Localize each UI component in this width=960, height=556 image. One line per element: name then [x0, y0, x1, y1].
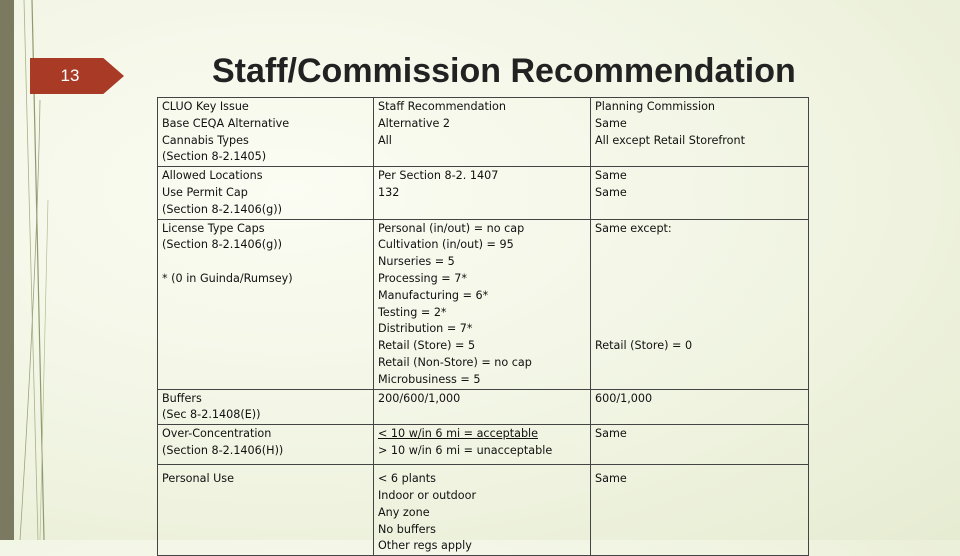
cell-line: Per Section 8-2. 1407: [378, 169, 499, 183]
cell-line: Retail (Store) = 5: [378, 339, 476, 353]
cell-line: Nurseries = 5: [378, 255, 455, 269]
spacer: [595, 321, 804, 338]
cell-line: 600/1,000: [595, 391, 653, 405]
cell-line: License Type Caps: [162, 221, 265, 235]
cell-line: All: [378, 133, 392, 147]
cell-line: Manufacturing = 6*: [378, 288, 489, 302]
cell-line: Testing = 2*: [378, 305, 447, 319]
slide-title: Staff/Commission Recommendation: [212, 52, 796, 90]
cell-line: < 6 plants: [378, 472, 436, 486]
cell-line: Personal Use: [162, 472, 235, 486]
cell-line: Staff Recommendation: [378, 100, 506, 113]
cell-line: Cultivation (in/out) = 95: [378, 238, 514, 252]
table-row: [158, 98, 809, 167]
cell-line: Same: [595, 169, 627, 183]
left-accent-bar: [0, 0, 14, 540]
spacer: [595, 237, 804, 254]
spacer: [595, 254, 804, 271]
issue-cell: [158, 219, 374, 389]
staff-cell: [374, 219, 591, 389]
commission-cell: [591, 167, 809, 219]
commission-cell: [591, 389, 809, 425]
issue-cell: [158, 167, 374, 219]
cell-line: Same: [595, 427, 627, 441]
cell-line: 132: [378, 185, 400, 199]
cell-line: 200/600/1,000: [378, 391, 461, 405]
cell-line: Any zone: [378, 505, 430, 519]
commission-cell: [591, 465, 809, 556]
issue-cell: [158, 389, 374, 425]
cell-line: Personal (in/out) = no cap: [378, 221, 525, 235]
table-row: [158, 219, 809, 389]
commission-cell: [591, 425, 809, 465]
cell-line: (Section 8-2.1405): [162, 150, 267, 164]
table-row: [158, 465, 809, 556]
slide-number: 13: [60, 66, 80, 85]
cell-line: Use Permit Cap: [162, 185, 248, 199]
spacer: [595, 288, 804, 305]
commission-cell: [591, 98, 809, 167]
cell-line: Same: [595, 185, 627, 199]
cell-line: Processing = 7*: [378, 271, 467, 285]
cell-line: (Section 8-2.1406(g)): [162, 238, 282, 252]
cell-line: Allowed Locations: [162, 169, 263, 183]
staff-cell: [374, 389, 591, 425]
cell-line: * (0 in Guinda/Rumsey): [162, 271, 293, 285]
cell-line: Same except:: [595, 221, 672, 235]
cell-line: > 10 w/in 6 mi = unacceptable: [378, 443, 553, 457]
cell-line: (Section 8-2.1406(g)): [162, 202, 282, 216]
issue-cell: [158, 465, 374, 556]
cell-line: Same: [595, 472, 627, 486]
cell-line: Retail (Store) = 0: [595, 339, 693, 353]
staff-cell: [374, 98, 591, 167]
cell-line: Base CEQA Alternative: [162, 116, 290, 130]
cell-line: Over-Concentration: [162, 427, 272, 441]
cell-line: Buffers: [162, 391, 202, 405]
cell-line: Microbusiness = 5: [378, 372, 481, 386]
staff-cell: [374, 167, 591, 219]
cell-line: Alternative 2: [378, 116, 451, 130]
spacer: [595, 305, 804, 322]
issue-cell: [158, 98, 374, 167]
spacer: [595, 271, 804, 288]
cell-line: CLUO Key Issue: [162, 100, 249, 113]
cell-line: Indoor or outdoor: [378, 488, 477, 502]
table-row: [158, 167, 809, 219]
cell-line: Cannabis Types: [162, 133, 249, 147]
table-row: [158, 389, 809, 425]
cell-line: Same: [595, 116, 627, 130]
commission-cell: [591, 219, 809, 389]
cell-line: All except Retail Storefront: [595, 133, 745, 147]
table-row: [158, 425, 809, 465]
staff-cell: [374, 465, 591, 556]
staff-cell: [374, 425, 591, 465]
cell-line: Other regs apply: [378, 539, 472, 553]
cell-line: (Sec 8-2.1408(E)): [162, 408, 261, 422]
cell-line: Planning Commission: [595, 100, 716, 113]
cell-line: Retail (Non-Store) = no cap: [378, 355, 532, 369]
issue-cell: [158, 425, 374, 465]
cell-line: (Section 8-2.1406(H)): [162, 443, 284, 457]
cell-line: No buffers: [378, 522, 436, 536]
cell-line: < 10 w/in 6 mi = acceptable: [378, 427, 539, 441]
recommendation-table: [157, 97, 809, 556]
cell-line: Distribution = 7*: [378, 322, 473, 336]
spacer: [162, 254, 369, 271]
